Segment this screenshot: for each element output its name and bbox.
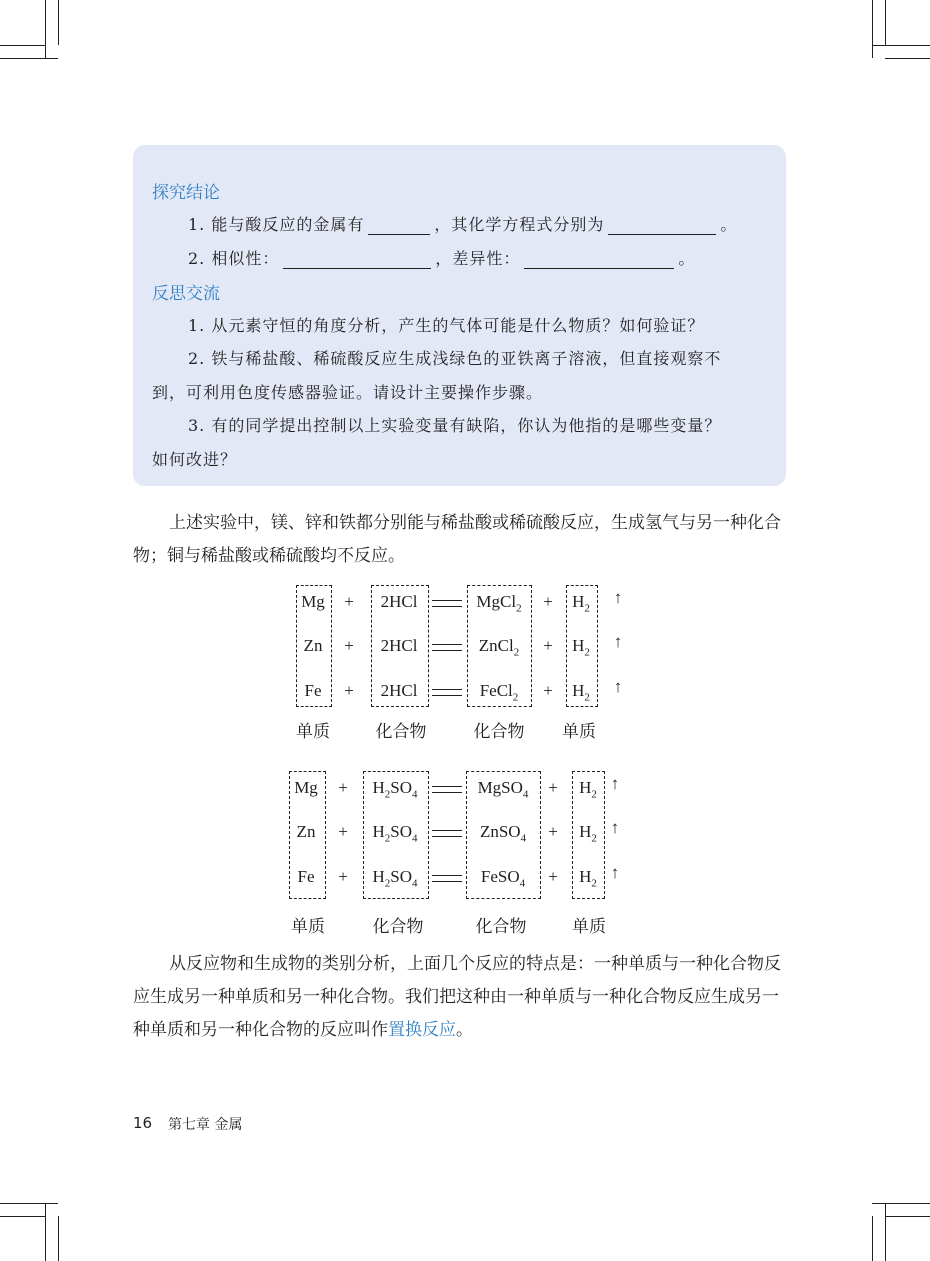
chapter-title: 第七章 金属: [168, 1117, 243, 1133]
metal-formula: Mg: [301, 592, 325, 611]
crop-mark: [58, 0, 59, 45]
reflection-heading: 反思交流: [152, 284, 220, 304]
acid-formula: 2HCl: [380, 681, 418, 700]
crop-mark: [885, 1203, 886, 1261]
crop-mark: [885, 1216, 930, 1217]
crop-mark: [45, 1203, 46, 1261]
hydrogen-formula: $H_2$: [572, 636, 590, 659]
salt-formula: FeCl$_2$: [479, 681, 519, 704]
equals-sign: [432, 875, 462, 882]
crop-mark: [0, 1203, 58, 1204]
hydrogen-formula: $H_2$: [572, 592, 590, 615]
metal-formula: Fe: [297, 867, 315, 886]
plus-sign: +: [548, 778, 558, 797]
plus-sign: +: [548, 822, 558, 841]
metal-formula: Mg: [294, 778, 318, 797]
reflection-line: 3. 有的同学提出控制以上实验变量有缺陷，你认为他指的是哪些变量？: [188, 416, 722, 435]
conclusion-heading: 探究结论: [152, 183, 220, 203]
equals-sign: [432, 786, 462, 793]
gas-arrow: ↑: [613, 588, 623, 607]
plus-sign: +: [338, 867, 348, 886]
gas-arrow: ↑: [613, 677, 623, 696]
crop-mark: [0, 45, 45, 46]
intro-paragraph: 上述实验中，镁、锌和铁都分别能与稀盐酸或稀硫酸反应，生成氢气与另一种化合物；铜与稀盐酸或稀硫酸均不反应。: [133, 513, 781, 566]
equals-sign: [432, 830, 462, 837]
gas-arrow: ↑: [610, 774, 620, 793]
acid-formula: 2HCl: [380, 636, 418, 655]
category-label: 化合物: [372, 917, 424, 937]
reflection-line: 1. 从元素守恒的角度分析，产生的气体可能是什么物质？如何验证？: [188, 316, 705, 335]
gas-arrow: ↑: [610, 818, 620, 837]
acid-formula: $H_2SO_4$: [372, 867, 418, 890]
acid-formula: $H_2SO_4$: [372, 778, 418, 801]
crop-mark: [885, 58, 930, 59]
reflection-line: 2. 铁与稀盐酸、稀硫酸反应生成浅绿色的亚铁离子溶液，但直接观察不: [188, 349, 722, 368]
hydrogen-formula: $H_2$: [579, 867, 597, 890]
plus-sign: +: [543, 592, 553, 611]
metal-formula: Fe: [304, 681, 322, 700]
page-number: 16: [133, 1114, 153, 1132]
reflection-line: 到，可利用色度传感器验证。请设计主要操作步骤。: [152, 383, 544, 402]
crop-mark: [872, 1216, 873, 1261]
acid-formula: $H_2SO_4$: [372, 822, 418, 845]
plus-sign: +: [344, 636, 354, 655]
displacement-paragraph: 从反应物和生成物的类别分析，上面几个反应的特点是：一种单质与一种化合物反应生成另一种单质和另一种化合物。我们把这种由一种单质与一种化合物反应生成另一种单质和另一种化合物的反应叫作置换反应。: [133, 954, 781, 1040]
category-label: 单质: [562, 722, 596, 742]
plus-sign: +: [543, 681, 553, 700]
equals-sign: [432, 600, 462, 607]
equals-sign: [432, 689, 462, 696]
plus-sign: +: [543, 636, 553, 655]
crop-mark: [0, 1216, 45, 1217]
crop-mark: [872, 1203, 930, 1204]
crop-mark: [872, 0, 873, 58]
category-label: 化合物: [475, 917, 527, 937]
salt-formula: MgSO$_4$: [477, 778, 529, 801]
category-label: 化合物: [473, 722, 525, 742]
equals-sign: [432, 644, 462, 651]
category-label: 化合物: [375, 722, 427, 742]
salt-formula: ZnSO$_4$: [479, 822, 527, 845]
plus-sign: +: [338, 822, 348, 841]
salt-formula: FeSO$_4$: [480, 867, 526, 890]
hydrogen-formula: $H_2$: [572, 681, 590, 704]
plus-sign: +: [344, 681, 354, 700]
reflection-line: 如何改进？: [152, 450, 238, 469]
gas-arrow: ↑: [613, 632, 623, 651]
crop-mark: [0, 58, 58, 59]
hydrogen-formula: $H_2$: [579, 822, 597, 845]
hydrogen-formula: $H_2$: [579, 778, 597, 801]
crop-mark: [885, 0, 886, 45]
salt-formula: MgCl$_2$: [476, 592, 522, 615]
category-label: 单质: [572, 917, 606, 937]
gas-arrow: ↑: [610, 863, 620, 882]
conclusion-line-2: 2. 相似性： ，差异性： 。: [188, 249, 696, 268]
acid-formula: 2HCl: [380, 592, 418, 611]
crop-mark: [872, 45, 930, 46]
plus-sign: +: [548, 867, 558, 886]
metal-formula: Zn: [296, 822, 316, 841]
conclusion-line-1: 1. 能与酸反应的金属有 ，其化学方程式分别为 。: [188, 215, 738, 234]
plus-sign: +: [344, 592, 354, 611]
salt-formula: ZnCl$_2$: [478, 636, 520, 659]
plus-sign: +: [338, 778, 348, 797]
crop-mark: [58, 1216, 59, 1261]
metal-formula: Zn: [303, 636, 323, 655]
category-label: 单质: [291, 917, 325, 937]
category-label: 单质: [296, 722, 330, 742]
crop-mark: [45, 0, 46, 58]
key-term: 置换反应: [388, 1020, 456, 1040]
